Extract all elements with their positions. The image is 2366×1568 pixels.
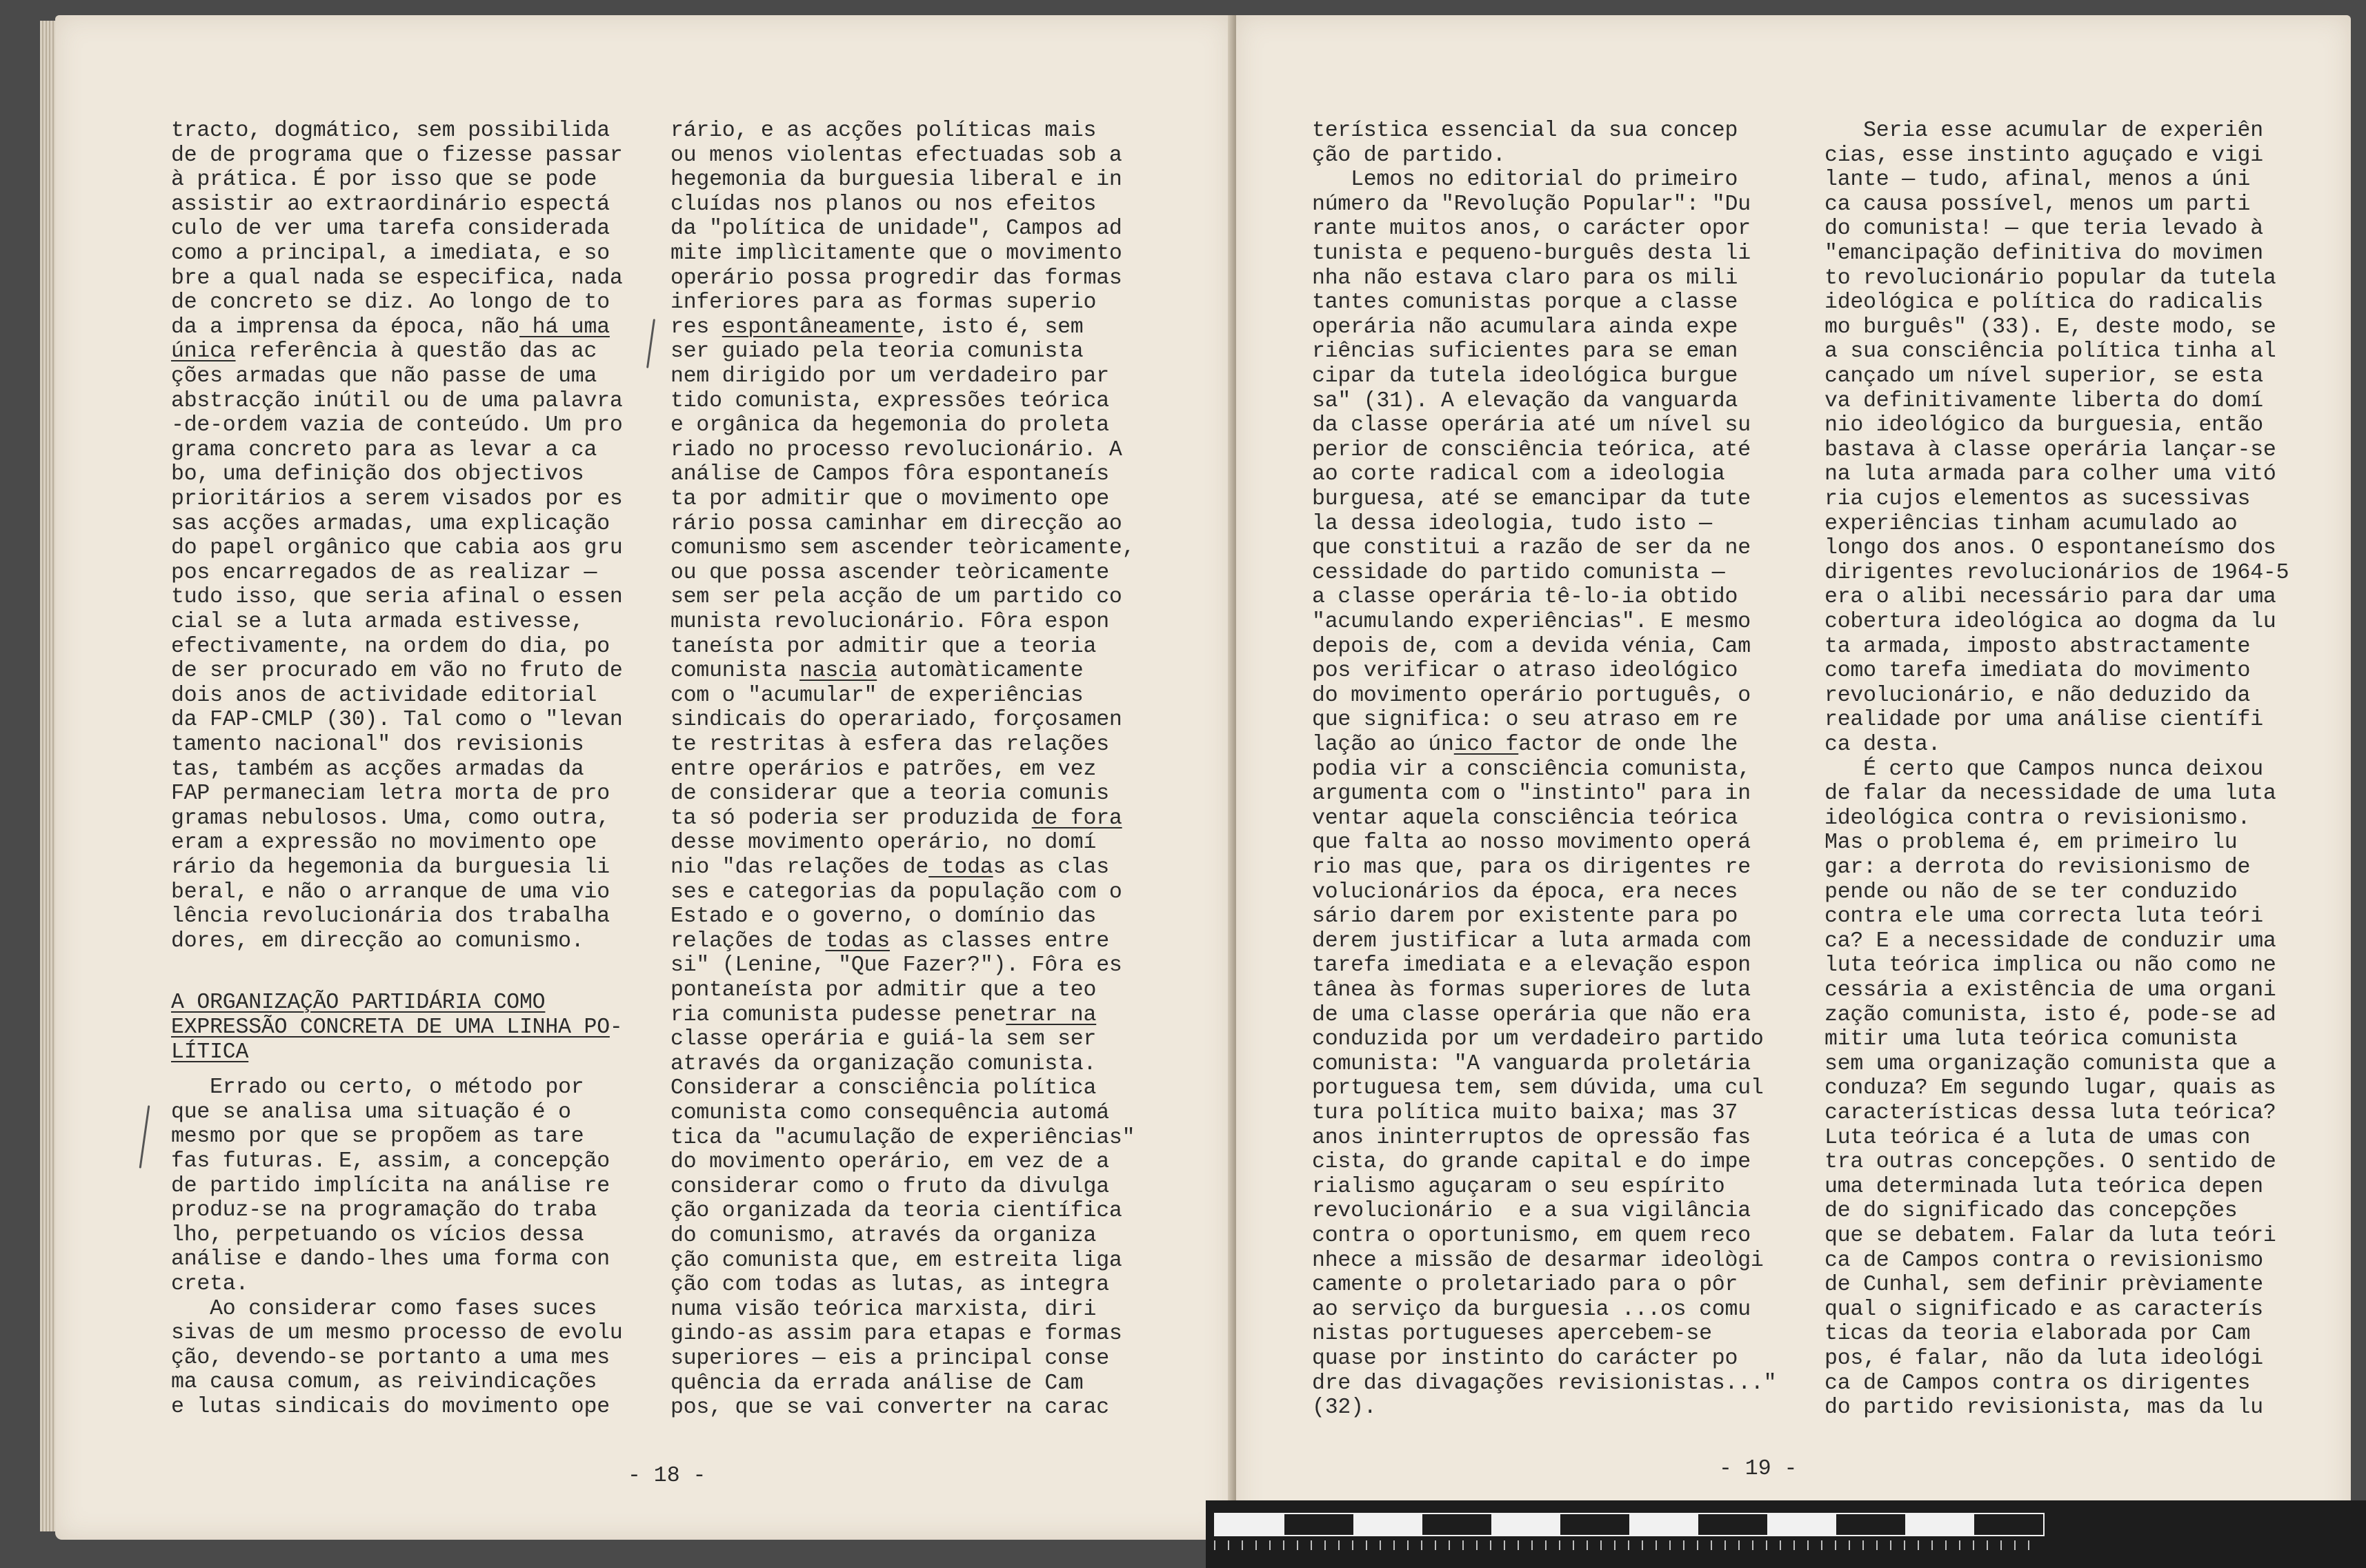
text-line: de uma classe operária que não era [1312, 1002, 1751, 1027]
text-line: nhece a missão de desarmar ideològi [1312, 1248, 1764, 1273]
text-line: única referência à questão das ac [171, 339, 597, 364]
text-line: lho, perpetuando os vícios dessa [171, 1222, 584, 1247]
text-line: contra ele uma correcta luta teóri [1825, 904, 2263, 929]
text-line: tido comunista, expressões teórica [670, 388, 1109, 413]
text-line: pende ou não de se ter conduzido [1825, 880, 2238, 904]
text-line: classe operária e guiá-la sem ser [670, 1027, 1097, 1052]
text-line: rário possa caminhar em direcção ao [670, 511, 1122, 536]
text-line: conduzida por um verdadeiro partido [1312, 1027, 1764, 1052]
text-line: mitir uma luta teórica comunista [1825, 1027, 2238, 1052]
text-line: considerar como o fruto da divulga [670, 1174, 1109, 1199]
underlined-text: única [171, 339, 236, 364]
text-line: rante muitos anos, o carácter opor [1312, 217, 1751, 241]
underlined-text: nascia [799, 659, 877, 684]
text-line: É certo que Campos nunca deixou [1825, 757, 2263, 782]
text-line: numa visão teórica marxista, diri [670, 1297, 1097, 1322]
text-line [171, 1040, 248, 1065]
text-line: cluídas nos planos ou nos efeitos [670, 192, 1097, 217]
text-line: da FAP-CMLP (30). Tal como o "levan [171, 708, 623, 733]
text-line: análise de Campos fôra espontaneís [670, 462, 1109, 487]
text-line: ta por admitir que o movimento ope [670, 487, 1109, 511]
text-line: perior de consciência teórica, até [1312, 437, 1751, 462]
text-line: ao serviço da burguesia ...os comu [1312, 1297, 1751, 1322]
text-line: la dessa ideologia, tudo isto — [1312, 511, 1712, 536]
text-line: do comunista! — que teria levado à [1825, 217, 2263, 241]
text-line: da a imprensa da época, não há uma [171, 315, 610, 339]
text-line: era o alibi necessário para dar uma [1825, 585, 2276, 610]
text-line: realidade por uma análise científi [1825, 708, 2263, 733]
text-line: sivas de um mesmo processo de evolu [171, 1321, 623, 1346]
text-line: ção, devendo-se portanto a uma mes [171, 1345, 610, 1370]
text-line: va definitivamente liberta do domí [1825, 388, 2263, 413]
text-line: ma causa comum, as reivindicações [171, 1370, 597, 1395]
book-spread [28, 0, 2366, 1568]
text-line: Seria esse acumular de experiên [1825, 119, 2263, 143]
text-line: lência revolucionária dos trabalha [171, 904, 610, 929]
text-line: entre operários e patrões, em vez [670, 757, 1097, 782]
right-column-2 [1825, 119, 2328, 1429]
ruler-bar [1214, 1513, 2045, 1536]
text-line: nem dirigido por um verdadeiro par [670, 364, 1109, 388]
underlined-text: há uma [519, 315, 610, 339]
text-line: dois anos de actividade editorial [171, 683, 597, 708]
text-line: cial se a luta armada estivesse, [171, 610, 584, 634]
text-line: tas, também as acções armadas da [171, 757, 584, 782]
text-line: FAP permaneciam letra morta de pro [171, 782, 610, 806]
text-line: mite implìcitamente que o movimento [670, 241, 1122, 266]
text-line: depois de, com a devida vénia, Cam [1312, 634, 1751, 659]
text-line: rio mas que, para os dirigentes re [1312, 855, 1751, 880]
text-line: Mas o problema é, em primeiro lu [1825, 831, 2238, 855]
text-line: Ao considerar como fases suces [171, 1296, 597, 1321]
text-line: a sua consciência política tinha al [1825, 339, 2276, 364]
text-line: EXPRESSÃO CONCRETA DE UMA LINHA PO- [171, 1015, 623, 1040]
text-line: beral, e não o arranque de uma vio [171, 880, 610, 904]
text-line: ticas da teoria elaborada por Cam [1825, 1322, 2251, 1347]
text-line: lante — tudo, afinal, menos a úni [1825, 168, 2251, 192]
text-line: terística essencial da sua concep [1312, 119, 1738, 143]
text-line: (32). [1312, 1396, 1377, 1420]
text-line: nha não estava claro para os mili [1312, 266, 1738, 290]
text-line: pos, é falar, não da luta ideológi [1825, 1347, 2263, 1371]
margin-pencil-mark [139, 1105, 150, 1169]
text-line: rário da hegemonia da burguesia li [171, 855, 610, 880]
text-line: de considerar que a teoria comunis [670, 782, 1109, 806]
text-line: longo dos anos. O espontaneísmo dos [1825, 536, 2276, 561]
text-line: ao corte radical com a ideologia [1312, 462, 1725, 487]
text-line: mo burguês" (33). E, deste modo, se [1825, 315, 2276, 339]
text-line: de de programa que o fizesse passar [171, 143, 623, 168]
text-line: cipar da tutela ideológica burgue [1312, 364, 1738, 388]
text-line: argumenta com o "instinto" para in [1312, 782, 1751, 806]
text-line: bastava à classe operária lançar-se [1825, 437, 2276, 462]
text-line: munista revolucionário. Fôra espon [670, 610, 1109, 634]
text-line: do movimento operário português, o [1312, 683, 1751, 708]
text-line: cista, do grande capital e do impe [1312, 1150, 1751, 1175]
text-line: pontaneísta por admitir que a teo [670, 978, 1097, 1002]
text-line: -de-ordem vazia de conteúdo. Um pro [171, 413, 623, 438]
text-line: ta armada, imposto abstractamente [1825, 634, 2251, 659]
text-line: podia vir a consciência comunista, [1312, 757, 1751, 782]
text-line: operário possa progredir das formas [670, 266, 1122, 290]
text-line: hegemonia da burguesia liberal e in [670, 168, 1122, 192]
ruler-ticks [1214, 1540, 2042, 1550]
page-number-18: - 18 - [628, 1464, 706, 1488]
text-line: do movimento operário, em vez de a [670, 1150, 1109, 1175]
text-line: revolucionário e a sua vigilância [1312, 1199, 1751, 1224]
text-line: gar: a derrota do revisionismo de [1825, 855, 2251, 880]
text-line: assistir ao extraordinário espectá [171, 192, 610, 217]
text-line: tica da "acumulação de experiências" [670, 1125, 1135, 1150]
text-line: dores, em direcção ao comunismo. [171, 929, 584, 953]
text-line: portuguesa tem, sem dúvida, uma cul [1312, 1076, 1764, 1101]
text-line: mesmo por que se propõem as tare [171, 1124, 584, 1149]
text-line: de ser procurado em vão no fruto de [171, 659, 623, 684]
text-line: sas acções armadas, uma explicação [171, 511, 610, 536]
text-line: riado no processo revolucionário. A [670, 437, 1122, 462]
text-line: tarefa imediata e a elevação espon [1312, 953, 1751, 978]
text-line: características dessa luta teórica? [1825, 1101, 2276, 1125]
underlined-text: de fora [1031, 806, 1122, 831]
underlined-text: A ORGANIZAÇÃO PARTIDÁRIA COMO [171, 991, 546, 1015]
text-line: te restritas à esfera das relações [670, 733, 1109, 757]
text-line: ou que possa ascender teòricamente [670, 560, 1109, 585]
text-line: si" (Lenine, "Que Fazer?"). Fôra es [670, 953, 1122, 978]
text-line: ria comunista pudesse penetrar na [670, 1002, 1097, 1027]
text-line: burguesa, até se emancipar da tute [1312, 487, 1751, 511]
text-line: revolucionário, e não deduzido da [1825, 683, 2251, 708]
text-line: ca? E a necessidade de conduzir uma [1825, 929, 2276, 953]
text-line: desse movimento operário, no domí [670, 831, 1097, 855]
text-line: ção organizada da teoria científica [670, 1199, 1122, 1224]
text-line: tra outras concepções. O sentido de [1825, 1150, 2276, 1175]
text-line: do papel orgânico que cabia aos gru [171, 536, 623, 561]
text-line: a classe operária tê-lo-ia obtido [1312, 585, 1738, 610]
text-line: comunista nascia automàticamente [670, 659, 1084, 684]
text-line: número da "Revolução Popular": "Du [1312, 192, 1751, 217]
text-line: "emancipação definitiva do movimen [1825, 241, 2263, 266]
text-line: ções armadas que não passe de uma [171, 364, 597, 388]
text-line: qual o significado e as caracterís [1825, 1297, 2263, 1322]
text-line: Lemos no editorial do primeiro [1312, 168, 1738, 192]
text-line: conduza? Em segundo lugar, quais as [1825, 1076, 2276, 1101]
text-line: ria cujos elementos as sucessivas [1825, 487, 2251, 511]
text-line: camente o proletariado para o pôr [1312, 1273, 1738, 1298]
text-line: que constitui a razão de ser da ne [1312, 536, 1751, 561]
text-line: tracto, dogmático, sem possibilida [171, 119, 610, 143]
text-line: Considerar a consciência política [670, 1076, 1097, 1101]
text-line: riências suficientes para se eman [1312, 339, 1738, 364]
text-line: ventar aquela consciência teórica [1312, 806, 1738, 831]
text-line: como a principal, a imediata, e so [171, 241, 610, 266]
text-line: grama concreto para as levar a ca [171, 437, 597, 462]
text-line: taneísta por admitir que a teoria [670, 634, 1097, 659]
text-line: res espontâneamente, isto é, sem [670, 315, 1084, 339]
text-line: cessária a existência de uma organi [1825, 978, 2276, 1002]
text-line: ca causa possível, menos um parti [1825, 192, 2251, 217]
left-column-1 [171, 119, 675, 1429]
text-line: sem uma organização comunista que a [1825, 1051, 2276, 1076]
page-number-19: - 19 - [1719, 1457, 1798, 1481]
text-line: pos, que se vai converter na carac [670, 1396, 1109, 1420]
scale-ruler [1206, 1500, 2366, 1568]
text-line: ca desta. [1825, 733, 1941, 757]
text-line: efectivamente, na ordem do dia, po [171, 634, 610, 659]
text-line: de falar da necessidade de uma luta [1825, 782, 2276, 806]
text-line: ses e categorias da população com o [670, 880, 1122, 904]
text-line: ca de Campos contra o revisionismo [1825, 1248, 2263, 1273]
text-line: da "política de unidade", Campos ad [670, 217, 1122, 241]
right-column-1 [1312, 119, 1816, 1429]
text-line: pos verificar o atraso ideológico [1312, 659, 1738, 684]
underlined-text: todas [825, 929, 890, 953]
text-line: cobertura ideológica ao dogma da lu [1825, 610, 2276, 634]
text-line: tantes comunistas porque a classe [1312, 290, 1738, 315]
text-line: de partido implícita na análise re [171, 1173, 610, 1198]
text-line: e lutas sindicais do movimento ope [171, 1395, 610, 1419]
text-line: ideológica e política do radicalis [1825, 290, 2263, 315]
text-line: bre a qual nada se especifica, nada [171, 266, 623, 290]
text-line: gindo-as assim para etapas e formas [670, 1322, 1122, 1347]
text-line: que se debatem. Falar da luta teóri [1825, 1224, 2276, 1248]
text-line: ta só poderia ser produzida de fora [670, 806, 1122, 831]
text-line: tura política muito baixa; mas 37 [1312, 1101, 1738, 1125]
text-line: anos ininterruptos de opressão fas [1312, 1125, 1751, 1150]
underlined-text: EXPRESSÃO CONCRETA DE UMA LINHA PO [171, 1015, 610, 1040]
text-line: "acumulando experiências". E mesmo [1312, 610, 1751, 634]
text-line: lação ao único factor de onde lhe [1312, 733, 1738, 757]
text-line: ca de Campos contra os dirigentes [1825, 1371, 2251, 1396]
text-line: ideológica contra o revisionismo. [1825, 806, 2251, 831]
text-line: dirigentes revolucionários de 1964-5 [1825, 560, 2289, 585]
text-line: tudo isso, que seria afinal o essen [171, 585, 623, 610]
text-line: tânea às formas superiores de luta [1312, 978, 1751, 1002]
text-line: de concreto se diz. Ao longo de to [171, 290, 610, 315]
text-line: do partido revisionista, mas da lu [1825, 1396, 2263, 1420]
text-line: cessidade do partido comunista — [1312, 560, 1725, 585]
text-line: cias, esse instinto aguçado e vigi [1825, 143, 2263, 168]
text-line: que significa: o seu atraso em re [1312, 708, 1738, 733]
text-line: superiores — eis a principal conse [670, 1347, 1109, 1371]
text-line: do comunismo, através da organiza [670, 1224, 1097, 1248]
underlined-text: LÍTICA [171, 1040, 249, 1064]
text-line: comunismo sem ascender teòricamente, [670, 536, 1135, 561]
left-column-2 [670, 119, 1209, 1429]
text-line: eram a expressão no movimento ope [171, 831, 597, 855]
text-line: culo de ver uma tarefa considerada [171, 217, 610, 241]
underlined-text: toda [928, 855, 993, 880]
text-line: rário, e as acções políticas mais [670, 119, 1097, 143]
text-line: ção de partido. [1312, 143, 1506, 168]
text-line: abstracção inútil ou de uma palavra [171, 388, 623, 413]
text-line: operária não acumulara ainda expe [1312, 315, 1738, 339]
text-line: tunista e pequeno-burguês desta li [1312, 241, 1751, 266]
text-line: fas futuras. E, assim, a concepção [171, 1149, 610, 1173]
text-line: zação comunista, isto é, pode-se ad [1825, 1002, 2276, 1027]
text-line: ser guiado pela teoria comunista [670, 339, 1084, 364]
text-line: análise e dando-lhes uma forma con [171, 1247, 610, 1272]
text-line: ção com todas as lutas, as integra [670, 1273, 1109, 1298]
text-line: Errado ou certo, o método por [171, 1075, 584, 1100]
text-line: relações de todas as classes entre [670, 929, 1109, 953]
text-line: à prática. É por isso que se pode [171, 168, 597, 192]
text-line: Luta teórica é a luta de umas con [1825, 1125, 2251, 1150]
text-line: que falta ao nosso movimento operá [1312, 831, 1751, 855]
text-line: ou menos violentas efectuadas sob a [670, 143, 1122, 168]
text-line: quência da errada análise de Cam [670, 1371, 1084, 1396]
text-line: gramas nebulosos. Uma, como outra, [171, 806, 610, 831]
underlined-text: espontâneament [722, 315, 903, 339]
text-line: nio ideológico da burguesia, então [1825, 413, 2263, 438]
text-line: creta. [171, 1272, 249, 1296]
text-line: rialismo aguçaram o seu espírito [1312, 1174, 1725, 1199]
text-line: e orgânica da hegemonia do proleta [670, 413, 1109, 438]
text-line [171, 991, 545, 1015]
text-line: sário darem por existente para po [1312, 904, 1738, 929]
text-line: derem justificar a luta armada com [1312, 929, 1751, 953]
text-line: luta teórica implica ou não como ne [1825, 953, 2276, 978]
text-line: tamento nacional" dos revisionis [171, 733, 584, 757]
page-19 [1236, 15, 2351, 1540]
text-line: sem ser pela acção de um partido co [670, 585, 1122, 610]
text-line: nistas portugueses apercebem-se [1312, 1322, 1712, 1347]
text-line: comunista como consequência automá [670, 1101, 1109, 1125]
text-line: da classe operária até um nível su [1312, 413, 1751, 438]
text-line: como tarefa imediata do movimento [1825, 659, 2251, 684]
text-line: comunista: "A vanguarda proletária [1312, 1051, 1751, 1076]
text-line: de Cunhal, sem definir prèviamente [1825, 1273, 2263, 1298]
text-line: Estado e o governo, o domínio das [670, 904, 1097, 929]
text-line: com o "acumular" de experiências [670, 683, 1084, 708]
text-line: bo, uma definição dos objectivos [171, 462, 584, 487]
page-18 [55, 15, 1231, 1540]
text-line: ção comunista que, em estreita liga [670, 1248, 1122, 1273]
text-line: nio "das relações de todas as clas [670, 855, 1109, 880]
text-line: de do significado das concepções [1825, 1199, 2238, 1224]
text-line: na luta armada para colher uma vitó [1825, 462, 2276, 487]
text-line: contra o oportunismo, em quem reco [1312, 1224, 1751, 1248]
underlined-text: trar na [1006, 1002, 1097, 1027]
text-line: que se analisa uma situação é o [171, 1100, 571, 1124]
underlined-text: ico f [1453, 733, 1519, 757]
text-line: quase por instinto do carácter po [1312, 1347, 1738, 1371]
text-line: sindicais do operariado, forçosamen [670, 708, 1122, 733]
text-line: através da organização comunista. [670, 1051, 1097, 1076]
text-line: sa" (31). A elevação da vanguarda [1312, 388, 1738, 413]
text-line: experiências tinham acumulado ao [1825, 511, 2238, 536]
text-line: to revolucionário popular da tutela [1825, 266, 2276, 290]
text-line: dre das divagações revisionistas..." [1312, 1371, 1777, 1396]
text-line: cançado um nível superior, se esta [1825, 364, 2263, 388]
text-line: prioritários a serem visados por es [171, 487, 623, 511]
text-line: volucionários da época, era neces [1312, 880, 1738, 904]
text-line: uma determinada luta teórica depen [1825, 1174, 2263, 1199]
text-line: inferiores para as formas superio [670, 290, 1097, 315]
text-line: produz-se na programação do traba [171, 1198, 597, 1223]
text-line: pos encarregados de as realizar — [171, 560, 597, 585]
